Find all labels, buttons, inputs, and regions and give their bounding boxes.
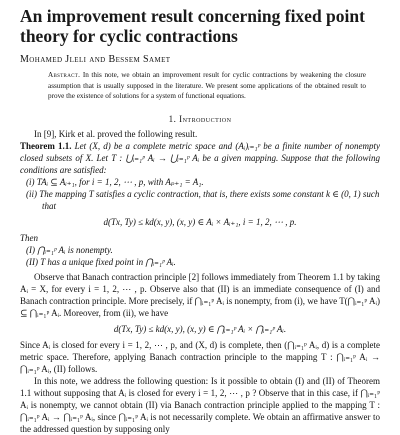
theorem-label: Theorem 1.1.	[20, 141, 72, 151]
abstract-label: Abstract.	[48, 71, 81, 79]
paper-title: An improvement result concerning fixed point theory for cyclic contractions	[20, 6, 365, 46]
theorem-condition-i: (i) TAᵢ ⊆ Aᵢ₊₁, for i = 1, 2, ⋯ , p, with Aₚ₊₁ = A₁.	[26, 177, 204, 187]
intro-sentence: In [9], Kirk et al. proved the following result.	[34, 129, 198, 139]
theorem-conclusion-I: (I) ⋂ᵢ₌₁ᵖ Aᵢ is nonempty.	[26, 245, 113, 255]
paragraph-1: Observe that Banach contraction principle [2] follows immediately from Theorem 1.1 by taking Aᵢ = X, for every i = 1, 2, ⋯ , p. Observe also that (II) is an immediate consequence of (I) and Banach contraction principle. More precisely, if ⋂ᵢ₌₁ᵖ Aᵢ is nonempty, from (i), we have T(⋂ᵢ₌₁ᵖ Aᵢ) ⊆ ⋂ᵢ₌₁ᵖ Aᵢ. Moreover, from (ii), we have	[20, 272, 380, 318]
section-heading: 1. Introduction	[168, 114, 232, 124]
theorem-conclusion-II: (II) T has a unique fixed point in ⋂ᵢ₌₁ᵖ Aᵢ.	[26, 257, 176, 267]
theorem-statement	[20, 140, 380, 176]
theorem-then: Then	[20, 233, 38, 243]
abstract-text: In this note, we obtain an improvement result for cyclic contractions by weakening the closure assumption that is usually supposed in the literature. We present some applications of the obtained result to prove the existence of solutions for a system of functional equations.	[48, 71, 366, 101]
theorem-condition-ii: (ii) The mapping T satisfies a cyclic contraction, that is, there exists some constant k ∈ (0, 1) such that	[26, 189, 380, 211]
theorem-text: Let (X, d) be a complete metric space and (Aᵢ)ᵢ₌₁ᵖ be a finite number of nonempty closed subsets of X. Let T : ⋃ᵢ₌₁ᵖ Aᵢ → ⋃ᵢ₌₁ᵖ Aᵢ be a given mapping. Suppose that the following conditions are satisfied:	[20, 141, 381, 175]
display-equation-2: d(Tx, Ty) ≤ kd(x, y), (x, y) ∈ ⋂ᵢ₌₁ᵖ Aᵢ × ⋂ᵢ₌₁ᵖ Aᵢ.	[113, 324, 287, 334]
paragraph-2: Since Aᵢ is closed for every i = 1, 2, ⋯ , p, and (X, d) is complete, then (⋂ᵢ₌₁ᵖ Aᵢ, d) is a complete metric space. Therefore, applying Banach contraction principle to the mapping T : ⋂ᵢ₌₁ᵖ Aᵢ → ⋂ᵢ₌₁ᵖ Aᵢ, (II) follows.	[20, 340, 380, 374]
paragraph-3: In this note, we address the following question: Is it possible to obtain (I) and (II) of Theorem 1.1 without supposing that Aᵢ is closed for every i = 1, 2, ⋯ , p ? Observe that in this case, if ⋂ᵢ₌₁ᵖ Aᵢ is nonempty, we cannot obtain (II) via Banach contraction principle applied to the mapping T : ⋂ᵢ₌₁ᵖ Aᵢ → ⋂ᵢ₌₁ᵖ Aᵢ, since ⋂ᵢ₌₁ᵖ Aᵢ is not necessarily complete. We obtain an affirmative answer to the addressed question by supposing only	[20, 376, 380, 434]
theorem-display-equation: d(Tx, Ty) ≤ kd(x, y), (x, y) ∈ Aᵢ × Aᵢ₊₁, i = 1, 2, ⋯ , p.	[103, 217, 297, 227]
abstract	[48, 70, 366, 102]
author-line: Mohamed Jleli and Bessem Samet	[20, 54, 171, 65]
body-text	[20, 128, 380, 435]
